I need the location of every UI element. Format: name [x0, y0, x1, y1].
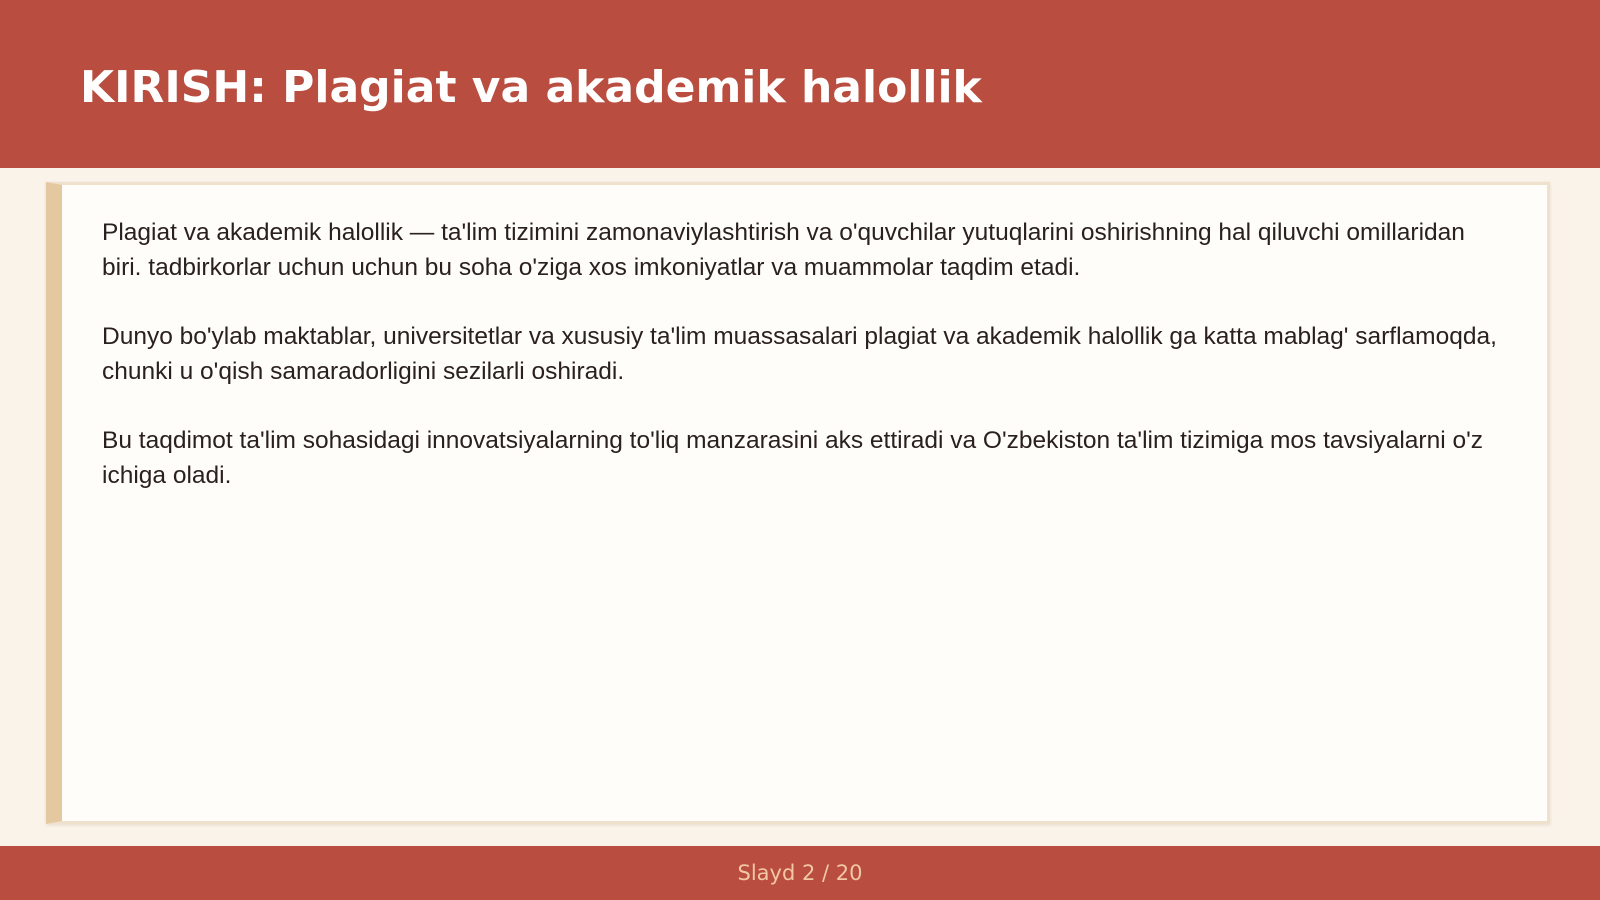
slide-footer — [0, 846, 1600, 900]
content-body — [102, 215, 1502, 527]
funding-paragraph: Dunyo bo'ylab maktablar, universitetlar va xususiy ta'lim muassasalari plagiat va akademik halollik ga katta mablag' sarflamoqda, chunki u o'qish samaradorligini sezilarli oshiradi. — [102, 323, 1497, 385]
intro-paragraph: Plagiat va akademik halollik — ta'lim tizimini zamonaviylashtirish va o'quvchilar yutuqlarini oshirishning hal qiluvchi omillaridan biri. tadbirkorlar uchun uchun bu soha o'ziga xos imkoniyatlar va muammolar taqdim etadi. — [102, 219, 1465, 281]
content-card — [46, 182, 1550, 824]
slide-title: KIRISH: Plagiat va akademik halollik — [80, 62, 982, 113]
summary-paragraph: Bu taqdimot ta'lim sohasidagi innovatsiyalarning to'liq manzarasini aks ettiradi va O'zbekiston ta'lim tizimiga mos tavsiyalarni o'z ichiga oladi. — [102, 427, 1484, 489]
slide-header — [0, 0, 1600, 168]
slide-counter: Slayd 2 / 20 — [737, 861, 863, 885]
